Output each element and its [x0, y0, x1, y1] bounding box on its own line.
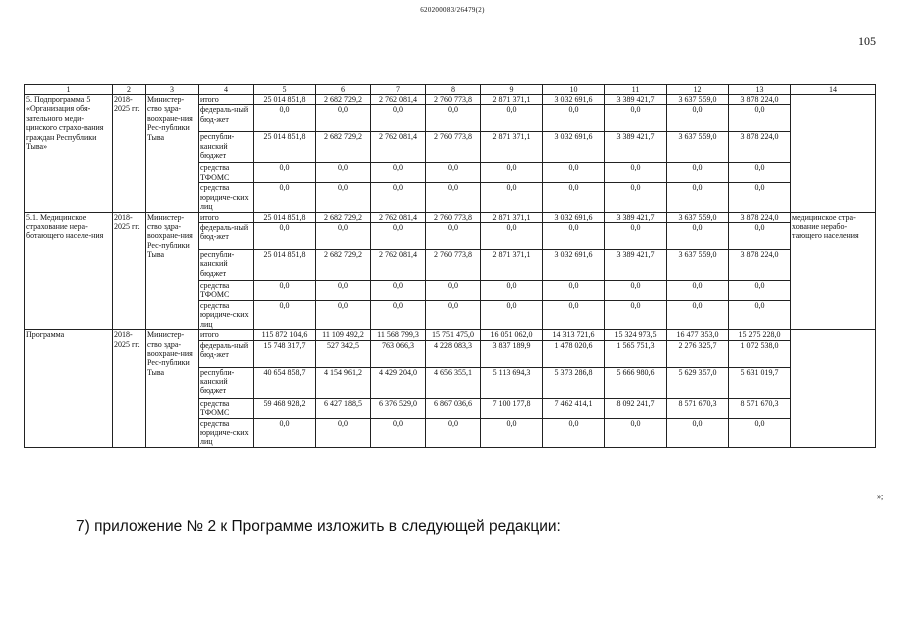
block-period-cell: 2018-2025 гг. — [113, 95, 146, 213]
amount-cell: 0,0 — [667, 163, 729, 183]
amount-cell: 0,0 — [254, 223, 316, 250]
amount-cell: 0,0 — [729, 163, 791, 183]
amount-cell: 0,0 — [254, 183, 316, 212]
amount-cell: 15 324 973,5 — [605, 330, 667, 340]
amount-cell: 0,0 — [729, 183, 791, 212]
amount-cell: 0,0 — [254, 163, 316, 183]
column-number-cell: 6 — [316, 85, 371, 95]
amount-cell: 1 478 020,6 — [543, 340, 605, 367]
funding-table — [24, 84, 876, 448]
amount-cell: 5 113 694,3 — [481, 367, 543, 398]
amount-cell: 0,0 — [543, 223, 605, 250]
amount-cell: 2 682 729,2 — [316, 212, 371, 222]
amount-cell: 0,0 — [481, 223, 543, 250]
table-row — [25, 330, 876, 340]
amount-cell: 0,0 — [605, 105, 667, 132]
amount-cell: 3 837 189,9 — [481, 340, 543, 367]
amount-cell: 7 100 177,8 — [481, 398, 543, 418]
amount-cell: 0,0 — [371, 301, 426, 330]
funding-source-cell: республи-канский бюджет — [199, 250, 254, 281]
block-executor-cell: Министер-ство здра-воохране-ния Рес-публики Тыва — [146, 330, 199, 448]
amount-cell: 0,0 — [543, 281, 605, 301]
column-number-cell: 12 — [667, 85, 729, 95]
amount-cell: 0,0 — [729, 105, 791, 132]
amount-cell: 4 656 355,1 — [426, 367, 481, 398]
funding-source-cell: средства ТФОМС — [199, 281, 254, 301]
amount-cell: 0,0 — [667, 301, 729, 330]
amount-cell: 2 760 773,8 — [426, 95, 481, 105]
column-number-cell: 7 — [371, 85, 426, 95]
amount-cell: 5 666 980,6 — [605, 367, 667, 398]
amount-cell: 0,0 — [543, 163, 605, 183]
amount-cell: 3 032 691,6 — [543, 95, 605, 105]
amount-cell: 3 878 224,0 — [729, 250, 791, 281]
amount-cell: 0,0 — [371, 163, 426, 183]
amount-cell: 0,0 — [426, 301, 481, 330]
block-executor-cell: Министер-ство здра-воохране-ния Рес-публики Тыва — [146, 95, 199, 213]
amount-cell: 0,0 — [605, 281, 667, 301]
amount-cell: 0,0 — [316, 105, 371, 132]
funding-source-cell: средства юридиче-ских лиц — [199, 301, 254, 330]
funding-source-cell: средства юридиче-ских лиц — [199, 418, 254, 447]
amount-cell: 3 637 559,0 — [667, 95, 729, 105]
amount-cell: 0,0 — [605, 163, 667, 183]
amount-cell: 0,0 — [605, 223, 667, 250]
column-number-cell: 2 — [113, 85, 146, 95]
block-period-cell: 2018-2025 гг. — [113, 212, 146, 330]
amount-cell: 0,0 — [667, 418, 729, 447]
column-number-cell: 3 — [146, 85, 199, 95]
amount-cell: 0,0 — [481, 418, 543, 447]
amount-cell: 0,0 — [426, 163, 481, 183]
result-cell: медицинское стра-хование нерабо-тающего населения — [791, 212, 876, 330]
amount-cell: 2 871 371,1 — [481, 250, 543, 281]
amount-cell: 8 571 670,3 — [729, 398, 791, 418]
amount-cell: 3 637 559,0 — [667, 250, 729, 281]
column-number-cell: 4 — [199, 85, 254, 95]
amount-cell: 59 468 928,2 — [254, 398, 316, 418]
amount-cell: 0,0 — [729, 223, 791, 250]
amount-cell: 0,0 — [543, 105, 605, 132]
amount-cell: 2 682 729,2 — [316, 250, 371, 281]
amount-cell: 0,0 — [371, 183, 426, 212]
column-number-cell: 10 — [543, 85, 605, 95]
amount-cell: 4 154 961,2 — [316, 367, 371, 398]
amount-cell: 0,0 — [729, 281, 791, 301]
amount-cell: 0,0 — [667, 105, 729, 132]
amount-cell: 0,0 — [371, 418, 426, 447]
table-row — [25, 95, 876, 105]
amount-cell: 0,0 — [254, 418, 316, 447]
amount-cell: 15 748 317,7 — [254, 340, 316, 367]
closing-quote-mark: »; — [877, 492, 884, 501]
amount-cell: 3 878 224,0 — [729, 212, 791, 222]
amount-cell: 3 637 559,0 — [667, 212, 729, 222]
amount-cell: 8 571 670,3 — [667, 398, 729, 418]
amount-cell: 25 014 851,8 — [254, 250, 316, 281]
amount-cell: 40 654 858,7 — [254, 367, 316, 398]
amount-cell: 14 313 721,6 — [543, 330, 605, 340]
result-cell — [791, 330, 876, 448]
amount-cell: 0,0 — [543, 183, 605, 212]
funding-source-cell: итого — [199, 330, 254, 340]
amount-cell: 3 878 224,0 — [729, 95, 791, 105]
amount-cell: 16 051 062,0 — [481, 330, 543, 340]
funding-source-cell: итого — [199, 212, 254, 222]
amount-cell: 0,0 — [481, 281, 543, 301]
block-executor-cell: Министер-ство здра-воохране-ния Рес-публики Тыва — [146, 212, 199, 330]
column-number-cell: 9 — [481, 85, 543, 95]
funding-source-cell: средства юридиче-ских лиц — [199, 183, 254, 212]
block-period-cell: 2018-2025 гг. — [113, 330, 146, 448]
amount-cell: 6 427 188,5 — [316, 398, 371, 418]
amount-cell: 2 762 081,4 — [371, 95, 426, 105]
amount-cell: 0,0 — [667, 281, 729, 301]
block-name-cell: 5.1. Медицинское страхование нера-ботающего населе-ния — [25, 212, 113, 330]
amount-cell: 11 109 492,2 — [316, 330, 371, 340]
document-code: 620200083/26479(2) — [420, 6, 485, 14]
amount-cell: 527 342,5 — [316, 340, 371, 367]
amount-cell: 3 389 421,7 — [605, 132, 667, 163]
funding-source-cell: республи-канский бюджет — [199, 367, 254, 398]
amount-cell: 2 762 081,4 — [371, 212, 426, 222]
amount-cell: 0,0 — [481, 163, 543, 183]
amount-cell: 2 871 371,1 — [481, 95, 543, 105]
amount-cell: 0,0 — [543, 301, 605, 330]
amount-cell: 0,0 — [426, 183, 481, 212]
amount-cell: 0,0 — [254, 301, 316, 330]
amount-cell: 2 871 371,1 — [481, 212, 543, 222]
amount-cell: 3 637 559,0 — [667, 132, 729, 163]
amount-cell: 0,0 — [605, 418, 667, 447]
amount-cell: 0,0 — [605, 301, 667, 330]
amount-cell: 0,0 — [481, 105, 543, 132]
amount-cell: 3 032 691,6 — [543, 132, 605, 163]
funding-source-cell: федераль-ный бюд-жет — [199, 340, 254, 367]
page-number: 105 — [858, 34, 876, 48]
funding-source-cell: федераль-ный бюд-жет — [199, 105, 254, 132]
amount-cell: 25 014 851,8 — [254, 212, 316, 222]
result-cell — [791, 95, 876, 213]
amount-cell: 0,0 — [481, 183, 543, 212]
block-name-cell: Программа — [25, 330, 113, 448]
column-number-cell: 8 — [426, 85, 481, 95]
amount-cell: 0,0 — [371, 105, 426, 132]
amount-cell: 115 872 104,6 — [254, 330, 316, 340]
amount-cell: 2 760 773,8 — [426, 212, 481, 222]
amount-cell: 3 032 691,6 — [543, 250, 605, 281]
column-number-cell: 14 — [791, 85, 876, 95]
amount-cell: 16 477 353,0 — [667, 330, 729, 340]
amount-cell: 3 032 691,6 — [543, 212, 605, 222]
table-row — [25, 212, 876, 222]
column-number-cell: 13 — [729, 85, 791, 95]
amount-cell: 763 066,3 — [371, 340, 426, 367]
amount-cell: 0,0 — [426, 418, 481, 447]
instruction-text: 7) приложение № 2 к Программе изложить в следующей редакции: — [76, 518, 561, 535]
amount-cell: 1 565 751,3 — [605, 340, 667, 367]
amount-cell: 6 867 036,6 — [426, 398, 481, 418]
amount-cell: 2 760 773,8 — [426, 132, 481, 163]
column-number-row — [25, 85, 876, 95]
amount-cell: 0,0 — [254, 105, 316, 132]
amount-cell: 11 568 799,3 — [371, 330, 426, 340]
amount-cell: 0,0 — [426, 281, 481, 301]
amount-cell: 0,0 — [543, 418, 605, 447]
funding-source-cell: федераль-ный бюд-жет — [199, 223, 254, 250]
amount-cell: 0,0 — [254, 281, 316, 301]
funding-source-cell: средства ТФОМС — [199, 398, 254, 418]
amount-cell: 3 389 421,7 — [605, 250, 667, 281]
amount-cell: 0,0 — [667, 183, 729, 212]
amount-cell: 0,0 — [371, 281, 426, 301]
amount-cell: 1 072 538,0 — [729, 340, 791, 367]
amount-cell: 0,0 — [316, 163, 371, 183]
amount-cell: 0,0 — [426, 105, 481, 132]
amount-cell: 15 275 228,0 — [729, 330, 791, 340]
block-name-cell: 5. Подпрограмма 5 «Организация обя-зательного меди-цинского страхо-вания граждан Республики Тыва» — [25, 95, 113, 213]
column-number-cell: 11 — [605, 85, 667, 95]
funding-source-cell: итого — [199, 95, 254, 105]
amount-cell: 2 871 371,1 — [481, 132, 543, 163]
amount-cell: 2 682 729,2 — [316, 95, 371, 105]
amount-cell: 3 389 421,7 — [605, 212, 667, 222]
amount-cell: 5 631 019,7 — [729, 367, 791, 398]
amount-cell: 3 389 421,7 — [605, 95, 667, 105]
amount-cell: 2 682 729,2 — [316, 132, 371, 163]
amount-cell: 0,0 — [605, 183, 667, 212]
amount-cell: 15 751 475,0 — [426, 330, 481, 340]
amount-cell: 0,0 — [371, 223, 426, 250]
amount-cell: 6 376 529,0 — [371, 398, 426, 418]
amount-cell: 2 762 081,4 — [371, 250, 426, 281]
amount-cell: 25 014 851,8 — [254, 132, 316, 163]
amount-cell: 8 092 241,7 — [605, 398, 667, 418]
amount-cell: 0,0 — [316, 281, 371, 301]
amount-cell: 0,0 — [316, 418, 371, 447]
funding-source-cell: республи-канский бюджет — [199, 132, 254, 163]
amount-cell: 2 762 081,4 — [371, 132, 426, 163]
amount-cell: 0,0 — [316, 223, 371, 250]
amount-cell: 0,0 — [426, 223, 481, 250]
amount-cell: 4 429 204,0 — [371, 367, 426, 398]
amount-cell: 3 878 224,0 — [729, 132, 791, 163]
amount-cell: 0,0 — [316, 301, 371, 330]
amount-cell: 2 760 773,8 — [426, 250, 481, 281]
amount-cell: 4 228 083,3 — [426, 340, 481, 367]
amount-cell: 5 373 286,8 — [543, 367, 605, 398]
funding-source-cell: средства ТФОМС — [199, 163, 254, 183]
amount-cell: 0,0 — [481, 301, 543, 330]
amount-cell: 2 276 325,7 — [667, 340, 729, 367]
column-number-cell: 1 — [25, 85, 113, 95]
column-number-cell: 5 — [254, 85, 316, 95]
amount-cell: 0,0 — [316, 183, 371, 212]
amount-cell: 0,0 — [667, 223, 729, 250]
amount-cell: 25 014 851,8 — [254, 95, 316, 105]
amount-cell: 0,0 — [729, 301, 791, 330]
amount-cell: 0,0 — [729, 418, 791, 447]
amount-cell: 5 629 357,0 — [667, 367, 729, 398]
amount-cell: 7 462 414,1 — [543, 398, 605, 418]
